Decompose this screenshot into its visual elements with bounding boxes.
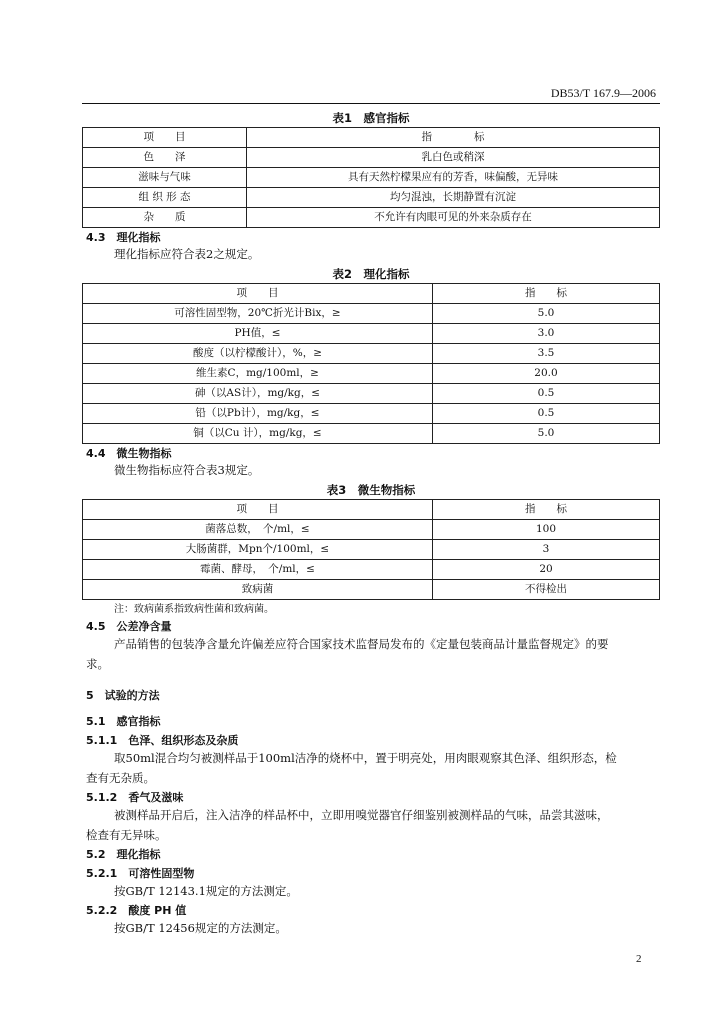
table1-caption: 表1 感官指标 <box>332 111 410 125</box>
table-cell: 铜（以Cu 计），mg/kg，≤ <box>83 424 433 444</box>
table-cell: 5.0 <box>433 424 660 444</box>
table-header-cell: 指 标 <box>433 500 660 520</box>
section-heading: 5.2.2 酸度 PH 值 <box>86 904 187 917</box>
table-cell: 大肠菌群，Mpn个/100ml，≤ <box>83 540 433 560</box>
header-rule <box>82 103 660 104</box>
table-row <box>83 208 660 228</box>
paragraph: 被测样品开启后，注入洁净的样品杯中，立即用嗅觉器官仔细鉴别被测样品的气味，品尝其滋味， <box>114 808 609 822</box>
table-cell: 均匀混浊，长期静置有沉淀 <box>247 188 660 208</box>
page-number: 2 <box>636 953 642 965</box>
table-cell: 0.5 <box>433 404 660 424</box>
table-header-cell: 项 目 <box>83 128 247 148</box>
table-cell: 具有天然柠檬果应有的芳香，味偏酸，无异味 <box>247 168 660 188</box>
table1 <box>82 127 660 228</box>
table-row <box>83 520 660 540</box>
table-row <box>83 344 660 364</box>
table-row <box>83 560 660 580</box>
table-cell: 组 织 形 态 <box>83 188 247 208</box>
table-row <box>83 404 660 424</box>
table-cell: 砷（以AS计），mg/kg，≤ <box>83 384 433 404</box>
paragraph-continued: 检查有无异味。 <box>86 828 167 842</box>
table-cell: 5.0 <box>433 304 660 324</box>
section-heading: 5.1 感官指标 <box>86 715 161 728</box>
section-heading: 4.4 微生物指标 <box>86 447 172 460</box>
table-cell: 可溶性固型物，20℃折光计Bix，≥ <box>83 304 433 324</box>
paragraph-continued: 查有无杂质。 <box>86 771 155 785</box>
table-cell: 不允许有肉眼可见的外来杂质存在 <box>247 208 660 228</box>
table-cell: 铅（以Pb计），mg/kg，≤ <box>83 404 433 424</box>
table-cell: 3.0 <box>433 324 660 344</box>
table-cell: PH值，≤ <box>83 324 433 344</box>
table-row <box>83 540 660 560</box>
table-row <box>83 188 660 208</box>
table-row <box>83 168 660 188</box>
table-header-row <box>83 500 660 520</box>
table-header-cell: 项 目 <box>83 284 433 304</box>
table-header-row <box>83 284 660 304</box>
table-row <box>83 324 660 344</box>
paragraph: 取50ml混合均匀被测样品于100ml洁净的烧杯中，置于明亮处，用肉眼观察其色泽、组织形态，检 <box>114 751 617 765</box>
paragraph-continued: 求。 <box>86 657 109 671</box>
table3-caption: 表3 微生物指标 <box>326 483 416 497</box>
paragraph: 理化指标应符合表2之规定。 <box>114 247 260 261</box>
table-cell: 杂 质 <box>83 208 247 228</box>
section-heading: 4.3 理化指标 <box>86 231 161 244</box>
table2-caption: 表2 理化指标 <box>332 267 410 281</box>
section-heading: 5.1.2 香气及滋味 <box>86 791 184 804</box>
table-note: 注：致病菌系指致病性菌和致病菌。 <box>114 604 274 615</box>
table-row <box>83 364 660 384</box>
table-cell: 致病菌 <box>83 580 433 600</box>
section-heading: 5.2.1 可溶性固型物 <box>86 867 195 880</box>
paragraph: 微生物指标应符合表3规定。 <box>114 463 260 477</box>
table-row <box>83 384 660 404</box>
section-heading: 4.5 公差净含量 <box>86 620 172 633</box>
section-heading: 5.1.1 色泽、组织形态及杂质 <box>86 734 239 747</box>
table-cell: 100 <box>433 520 660 540</box>
table-row <box>83 580 660 600</box>
table-cell: 霉菌、酵母， 个/ml，≤ <box>83 560 433 580</box>
document-id: DB53/T 167.9—2006 <box>550 86 656 100</box>
table-cell: 不得检出 <box>433 580 660 600</box>
table-cell: 乳白色或稍深 <box>247 148 660 168</box>
table-cell: 维生素C，mg/100ml，≥ <box>83 364 433 384</box>
table-row <box>83 424 660 444</box>
table-cell: 0.5 <box>433 384 660 404</box>
section-heading: 5.2 理化指标 <box>86 848 161 861</box>
table-header-cell: 项 目 <box>83 500 433 520</box>
table-cell: 色 泽 <box>83 148 247 168</box>
table-row <box>83 304 660 324</box>
paragraph: 产品销售的包装净含量允许偏差应符合国家技术监督局发布的《定量包装商品计量监督规定》的要 <box>114 637 609 651</box>
table-cell: 菌落总数， 个/ml，≤ <box>83 520 433 540</box>
table2 <box>82 283 660 444</box>
paragraph: 按GB/T 12143.1规定的方法测定。 <box>114 884 298 898</box>
table-cell: 3 <box>433 540 660 560</box>
table-cell: 3.5 <box>433 344 660 364</box>
table-cell: 滋味与气味 <box>83 168 247 188</box>
paragraph: 按GB/T 12456规定的方法测定。 <box>114 921 287 935</box>
table3 <box>82 499 660 600</box>
table-header-cell: 指 标 <box>247 128 660 148</box>
table-row <box>83 148 660 168</box>
table-header-row <box>83 128 660 148</box>
table-header-cell: 指 标 <box>433 284 660 304</box>
table-cell: 20 <box>433 560 660 580</box>
section-heading: 5 试验的方法 <box>86 689 160 702</box>
table-cell: 酸度（以柠檬酸计），%，≥ <box>83 344 433 364</box>
table-cell: 20.0 <box>433 364 660 384</box>
